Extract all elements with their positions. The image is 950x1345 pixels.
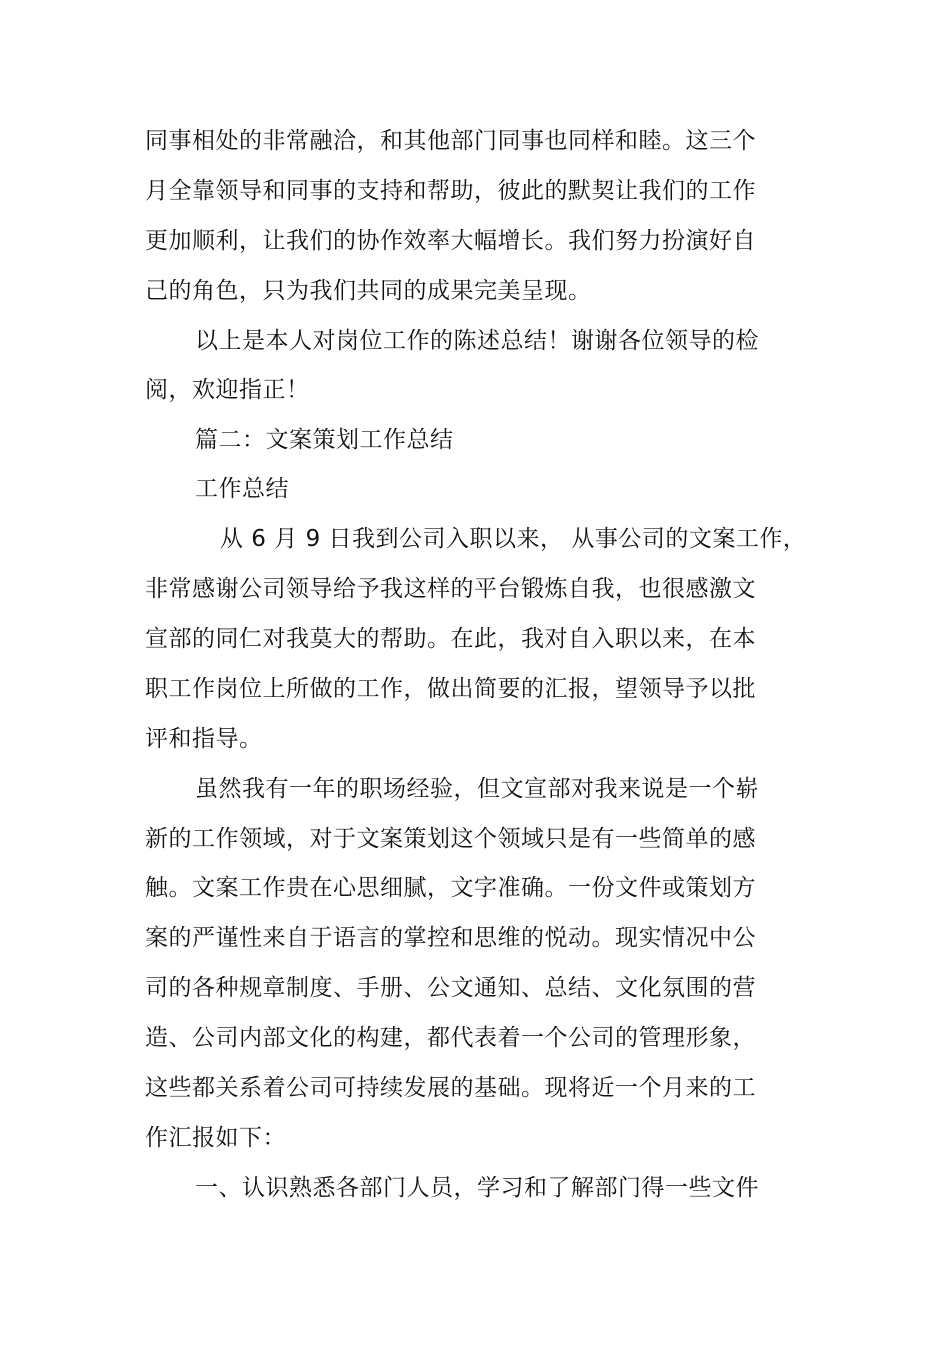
text-line-22: 一、认识熟悉各部门人员，学习和了解部门得一些文件 — [195, 1175, 759, 1201]
text-line-17: 案的严谨性来自于语言的掌控和思维的悦动。现实情况中公 — [145, 925, 756, 951]
text-line-13: 评和指导。 — [145, 726, 263, 752]
text-line-16: 触。文案工作贵在心思细腻，文字准确。一份文件或策划方 — [145, 875, 756, 901]
text-line-6: 阅，欢迎指正！ — [145, 377, 310, 403]
text-line-4: 己的角色，只为我们共同的成果完美呈现。 — [145, 278, 592, 304]
text-line-9: 从 6 月 9 日我到公司入职以来， 从事公司的文案工作， — [220, 526, 807, 552]
text-line-3: 更加顺利，让我们的协作效率大幅增长。我们努力扮演好自 — [145, 228, 756, 254]
section-heading: 篇二：文案策划工作总结 — [195, 427, 454, 453]
text-line-5: 以上是本人对岗位工作的陈述总结！谢谢各位领导的检 — [195, 328, 759, 354]
subsection-heading: 工作总结 — [195, 476, 289, 502]
text-line-18: 司的各种规章制度、手册、公文通知、总结、文化氛围的营 — [145, 975, 756, 1001]
text-line-15: 新的工作领域，对于文案策划这个领域只是有一些简单的感 — [145, 826, 756, 852]
text-line-10: 非常感谢公司领导给予我这样的平台锻炼自我，也很感激文 — [145, 576, 756, 602]
text-line-20: 这些都关系着公司可持续发展的基础。现将近一个月来的工 — [145, 1075, 756, 1101]
text-line-1: 同事相处的非常融洽，和其他部门同事也同样和睦。这三个 — [145, 128, 756, 154]
text-line-14: 虽然我有一年的职场经验，但文宣部对我来说是一个崭 — [195, 776, 759, 802]
text-line-21: 作汇报如下： — [145, 1125, 286, 1151]
text-line-19: 造、公司内部文化的构建，都代表着一个公司的管理形象， — [145, 1025, 756, 1051]
text-line-11: 宣部的同仁对我莫大的帮助。在此，我对自入职以来，在本 — [145, 626, 756, 652]
text-line-12: 职工作岗位上所做的工作，做出简要的汇报，望领导予以批 — [145, 676, 756, 702]
text-line-2: 月全靠领导和同事的支持和帮助，彼此的默契让我们的工作 — [145, 178, 756, 204]
